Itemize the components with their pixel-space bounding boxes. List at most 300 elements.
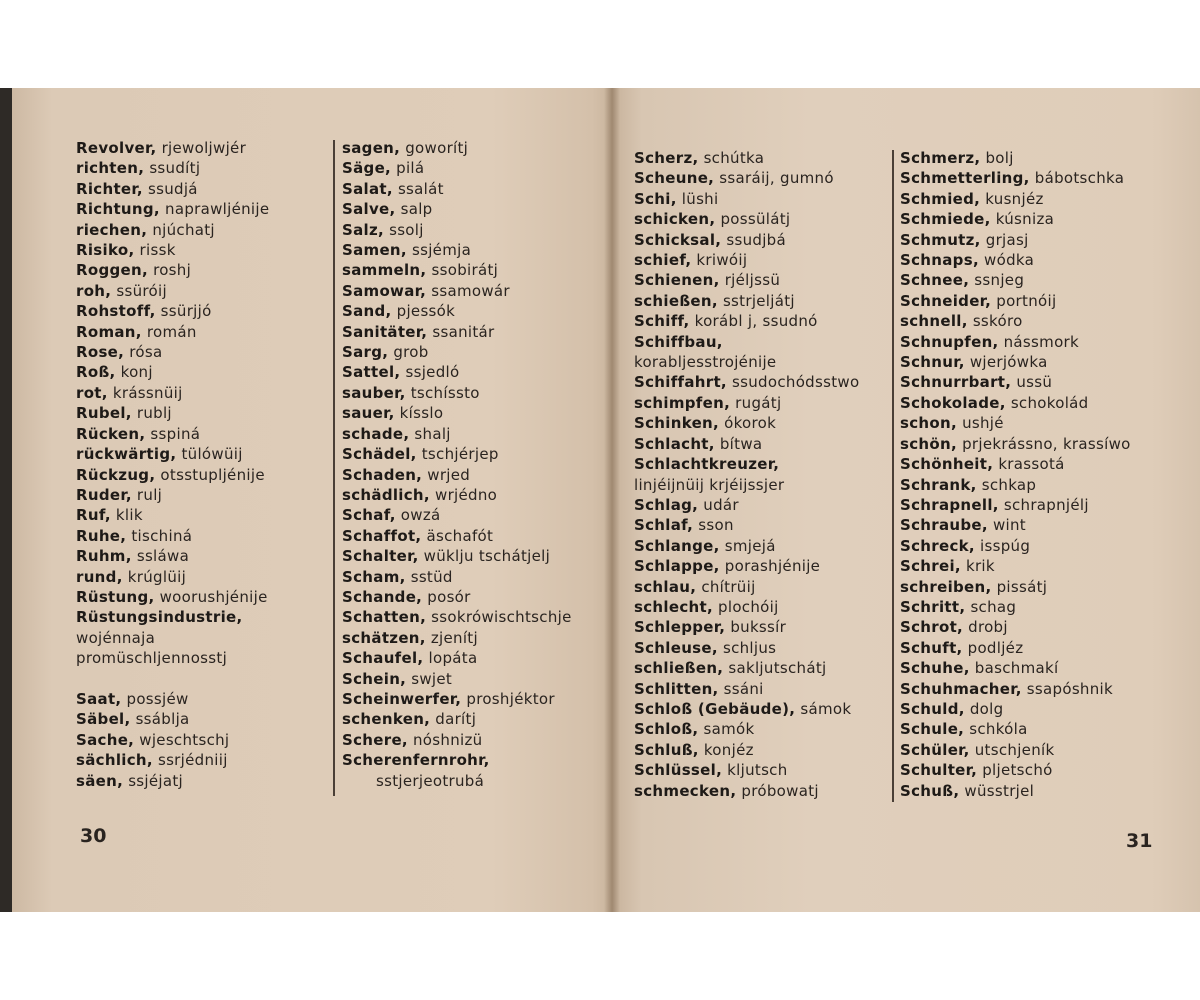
entry-headword: Schönheit, — [900, 455, 994, 474]
book-gutter — [604, 88, 620, 912]
dictionary-entry — [342, 383, 572, 403]
entry-translation: rjewoljwjér — [161, 139, 247, 157]
dictionary-entry — [900, 189, 1131, 209]
entry-translation: smjejá — [724, 536, 776, 555]
dictionary-entry — [76, 199, 269, 219]
entry-translation: schrapnjélj — [1003, 495, 1089, 514]
entry-translation: linjéijnüij krjéijssjer — [634, 475, 785, 494]
dictionary-entry — [634, 352, 859, 372]
entry-headword: Schloß (Gebäude), — [634, 699, 796, 718]
entry-headword: schade, — [342, 424, 410, 443]
entry-headword: Roß, — [76, 363, 116, 382]
dictionary-entry — [900, 291, 1131, 311]
dictionary-entry — [900, 311, 1131, 331]
entry-translation: ssáni — [723, 679, 764, 698]
entry-translation: rissk — [139, 241, 176, 260]
entry-translation: pljetschó — [982, 761, 1053, 780]
entry-translation: wódka — [984, 251, 1035, 270]
entry-translation: ssudjá — [147, 179, 198, 198]
entry-translation: sspiná — [150, 424, 201, 443]
dictionary-entry — [76, 403, 269, 423]
dictionary-entry — [900, 679, 1131, 699]
dictionary-entry — [76, 444, 269, 464]
dictionary-entry — [634, 577, 859, 597]
entry-headword: Schere, — [342, 730, 408, 749]
dictionary-entry — [634, 536, 859, 556]
entry-translation: ssjémja — [411, 241, 472, 260]
left-page-column-1 — [76, 138, 269, 791]
entry-headword: Revolver, — [76, 139, 157, 157]
entry-headword: Schreck, — [900, 536, 975, 555]
dictionary-entry — [342, 301, 572, 321]
dictionary-entry — [900, 352, 1131, 372]
entry-translation: woorushjénije — [159, 587, 268, 606]
dictionary-entry — [76, 179, 269, 199]
entry-headword: sagen, — [342, 139, 401, 157]
entry-headword: schimpfen, — [634, 393, 731, 412]
entry-headword: rot, — [76, 383, 108, 402]
dictionary-entry — [900, 168, 1131, 188]
entry-translation: drobj — [968, 618, 1008, 637]
entry-headword: Schlaf, — [634, 516, 694, 535]
entry-translation: porashjénije — [724, 557, 821, 576]
entry-translation: lüshi — [681, 189, 719, 208]
dictionary-entry — [634, 413, 859, 433]
dictionary-entry — [76, 240, 269, 260]
entry-headword: Schuhe, — [900, 659, 970, 678]
dictionary-entry — [342, 505, 572, 525]
dictionary-entry — [900, 332, 1131, 352]
entry-headword: Schlepper, — [634, 618, 726, 637]
entry-translation: konj — [120, 363, 153, 382]
dictionary-entry — [342, 424, 572, 444]
entry-headword: Scheune, — [634, 169, 715, 188]
dictionary-entry — [634, 434, 859, 454]
page-number-left: 30 — [80, 825, 107, 847]
entry-headword: Sanitäter, — [342, 322, 428, 341]
entry-translation: sstüd — [410, 567, 453, 586]
dictionary-entry — [342, 485, 572, 505]
entry-translation: ssolj — [389, 220, 424, 239]
entry-headword: Schuß, — [900, 781, 960, 800]
entry-headword: Schlange, — [634, 536, 720, 555]
dictionary-entry — [76, 342, 269, 362]
entry-translation: korabljesstrojénije — [634, 353, 777, 372]
dictionary-entry — [634, 209, 859, 229]
entry-headword: Schrot, — [900, 618, 964, 637]
dictionary-entry — [342, 179, 572, 199]
dictionary-entry — [634, 515, 859, 535]
entry-translation: ssalát — [397, 179, 444, 198]
entry-translation: kúsniza — [995, 210, 1055, 229]
entry-translation: sstjerjeotrubá — [376, 771, 485, 790]
dictionary-entry — [634, 597, 859, 617]
entry-translation: ssudítj — [149, 159, 201, 178]
entry-translation: tschíssto — [410, 383, 480, 402]
entry-translation: wint — [992, 516, 1026, 535]
entry-translation: grjasj — [985, 230, 1029, 249]
dictionary-entry — [634, 658, 859, 678]
dictionary-entry — [342, 362, 572, 382]
entry-headword: Schiffbau, — [634, 332, 723, 351]
entry-headword: Saat, — [76, 689, 122, 708]
entry-translation: krassotá — [998, 455, 1065, 474]
entry-translation: nóshnizü — [413, 730, 483, 749]
dictionary-entry — [342, 220, 572, 240]
dictionary-entry — [900, 372, 1131, 392]
entry-translation: lopáta — [428, 649, 478, 668]
entry-headword: Schmiede, — [900, 210, 991, 229]
dictionary-entry — [76, 546, 269, 566]
dictionary-entry — [900, 699, 1131, 719]
entry-translation: wrjed — [427, 465, 471, 484]
entry-headword: Schmerz, — [900, 149, 981, 167]
entry-headword: Salat, — [342, 179, 393, 198]
dictionary-entry — [342, 342, 572, 362]
entry-translation: podljéz — [967, 638, 1024, 657]
entry-headword: schnell, — [900, 312, 968, 331]
entry-translation: utschjeník — [974, 740, 1055, 759]
entry-translation: ssjéjatj — [128, 771, 184, 790]
dictionary-entry — [76, 567, 269, 587]
entry-translation: possjéw — [126, 689, 189, 708]
dictionary-entry — [76, 689, 269, 709]
entry-translation: grob — [393, 343, 429, 362]
entry-headword: Schnee, — [900, 271, 970, 290]
dictionary-entry — [76, 220, 269, 240]
entry-translation: rósa — [129, 343, 163, 362]
entry-headword: Schatten, — [342, 608, 427, 627]
entry-translation: ssokrówischtschje — [431, 608, 572, 627]
entry-translation: ssláwa — [136, 547, 190, 566]
entry-headword: Schmied, — [900, 189, 981, 208]
dictionary-entry — [76, 648, 269, 668]
entry-headword: Schienen, — [634, 271, 720, 290]
entry-translation: baschmakí — [974, 659, 1059, 678]
entry-headword: Scherenfernrohr, — [342, 751, 490, 770]
dictionary-entry — [634, 781, 859, 801]
entry-headword: rückwärtig, — [76, 445, 177, 464]
dictionary-entry — [900, 556, 1131, 576]
entry-headword: schädlich, — [342, 485, 430, 504]
entry-translation: rulj — [136, 485, 163, 504]
dictionary-entry — [634, 372, 859, 392]
dictionary-entry — [900, 230, 1131, 250]
entry-headword: Samen, — [342, 241, 407, 260]
entry-translation: salp — [400, 200, 433, 219]
dictionary-entry — [76, 587, 269, 607]
entry-headword: sauer, — [342, 404, 395, 423]
dictionary-entry — [900, 270, 1131, 290]
dictionary-entry — [900, 781, 1131, 801]
dictionary-entry — [634, 475, 859, 495]
dictionary-entry — [900, 760, 1131, 780]
entry-headword: schließen, — [634, 659, 724, 678]
dictionary-entry — [76, 485, 269, 505]
dictionary-entry — [76, 362, 269, 382]
dictionary-entry — [900, 536, 1131, 556]
dictionary-entry — [900, 413, 1131, 433]
entry-translation: proshjéktor — [466, 689, 555, 708]
dictionary-entry — [342, 199, 572, 219]
dictionary-entry — [900, 638, 1131, 658]
dictionary-entry — [634, 617, 859, 637]
dictionary-entry — [76, 505, 269, 525]
dictionary-entry — [342, 587, 572, 607]
dictionary-entry — [76, 322, 269, 342]
dictionary-entry — [900, 515, 1131, 535]
dictionary-entry — [634, 719, 859, 739]
entry-headword: Schlag, — [634, 495, 699, 514]
entry-headword: Schlappe, — [634, 557, 720, 576]
entry-translation: kísslo — [399, 404, 444, 423]
dictionary-entry — [900, 209, 1131, 229]
dictionary-entry — [342, 260, 572, 280]
dictionary-entry — [634, 556, 859, 576]
dictionary-entry — [634, 393, 859, 413]
entry-translation: kusnjéz — [985, 189, 1044, 208]
dictionary-entry — [342, 403, 572, 423]
entry-translation: sámok — [800, 699, 852, 718]
entry-headword: Roman, — [76, 322, 142, 341]
entry-headword: Rohstoff, — [76, 302, 156, 321]
entry-headword: Risiko, — [76, 241, 135, 260]
entry-headword: Schicksal, — [634, 230, 722, 249]
entry-headword: Schleuse, — [634, 638, 718, 657]
entry-translation: próbowatj — [741, 781, 819, 800]
dictionary-entry — [342, 138, 572, 158]
dictionary-entry — [634, 270, 859, 290]
entry-headword: Ruhe, — [76, 526, 127, 545]
entry-translation: dolg — [969, 699, 1004, 718]
entry-translation: schljus — [722, 638, 777, 657]
dictionary-entry — [342, 730, 572, 750]
dictionary-entry — [76, 526, 269, 546]
entry-translation: krássnüij — [112, 383, 183, 402]
dictionary-entry — [634, 454, 859, 474]
dictionary-entry — [634, 250, 859, 270]
dictionary-entry — [634, 495, 859, 515]
dictionary-entry — [900, 454, 1131, 474]
entry-headword: Schnur, — [900, 353, 965, 372]
entry-translation: wüsstrjel — [964, 781, 1035, 800]
dictionary-entry — [634, 679, 859, 699]
entry-headword: Schlitten, — [634, 679, 719, 698]
entry-headword: richten, — [76, 159, 145, 178]
entry-translation: roshj — [153, 261, 192, 280]
dictionary-entry — [634, 291, 859, 311]
entry-translation: plochóij — [718, 597, 779, 616]
entry-translation: rjéljssü — [724, 271, 781, 290]
dictionary-entry — [342, 444, 572, 464]
entry-translation: pissátj — [996, 577, 1048, 596]
dictionary-entry — [900, 495, 1131, 515]
entry-headword: Salz, — [342, 220, 384, 239]
entry-translation: ssrjédniij — [157, 751, 228, 770]
entry-headword: Schi, — [634, 189, 677, 208]
entry-translation: ókorok — [724, 414, 777, 433]
dictionary-entry — [76, 607, 269, 627]
column-divider-left — [333, 140, 335, 796]
entry-headword: Schlachtkreuzer, — [634, 455, 780, 474]
entry-translation: wojénnaja — [76, 628, 156, 647]
dictionary-entry — [634, 230, 859, 250]
dictionary-entry — [900, 250, 1131, 270]
entry-translation: ssudjbá — [726, 230, 786, 249]
entry-headword: Schnaps, — [900, 251, 979, 270]
entry-headword: schlecht, — [634, 597, 713, 616]
entry-headword: Rüstung, — [76, 587, 155, 606]
entry-headword: Schaden, — [342, 465, 423, 484]
column-divider-right — [892, 150, 894, 802]
dictionary-entry — [900, 658, 1131, 678]
entry-translation: tischiná — [131, 526, 193, 545]
entry-translation: ushjé — [962, 414, 1004, 433]
dictionary-entry — [342, 158, 572, 178]
entry-translation: owzá — [400, 506, 441, 525]
page-number-right: 31 — [1126, 830, 1153, 852]
entry-headword: schreiben, — [900, 577, 992, 596]
entry-translation: ssüróij — [116, 281, 167, 300]
entry-headword: Schnurrbart, — [900, 373, 1012, 392]
dictionary-entry — [900, 740, 1131, 760]
entry-translation: udár — [703, 495, 739, 514]
entry-headword: Säbel, — [76, 710, 131, 729]
entry-headword: schenken, — [342, 710, 431, 729]
entry-translation: wüklju tschátjelj — [423, 547, 551, 566]
dictionary-entry — [900, 475, 1131, 495]
entry-translation: wjeschtschj — [139, 730, 230, 749]
dictionary-entry — [76, 465, 269, 485]
dictionary-entry — [900, 577, 1131, 597]
dictionary-entry — [900, 148, 1131, 168]
entry-headword: Schlüssel, — [634, 761, 723, 780]
entry-headword: Schuld, — [900, 699, 965, 718]
entry-headword: Schokolade, — [900, 393, 1006, 412]
entry-headword: Schuft, — [900, 638, 963, 657]
entry-headword: Sache, — [76, 730, 135, 749]
dictionary-entry — [342, 322, 572, 342]
entry-headword: Rubel, — [76, 404, 132, 423]
entry-translation: shalj — [414, 424, 451, 443]
dictionary-entry — [634, 760, 859, 780]
entry-translation: otsstupljénije — [160, 465, 265, 484]
entry-headword: roh, — [76, 281, 112, 300]
entry-translation: ssnjeg — [974, 271, 1025, 290]
entry-translation: konjéz — [703, 740, 754, 759]
entry-translation: bolj — [985, 149, 1014, 167]
entry-translation: bábotschka — [1034, 169, 1125, 188]
entry-headword: Schrank, — [900, 475, 977, 494]
entry-translation: schag — [970, 597, 1017, 616]
entry-headword: Roggen, — [76, 261, 148, 280]
entry-translation: prjekrássno, krassíwo — [962, 434, 1131, 453]
entry-translation: tülówüij — [181, 445, 243, 464]
right-page-column-2 — [900, 148, 1131, 801]
entry-headword: Richter, — [76, 179, 143, 198]
dictionary-entry — [76, 750, 269, 770]
entry-translation: goworítj — [405, 139, 469, 157]
dictionary-entry — [76, 730, 269, 750]
entry-translation: äschafót — [426, 526, 494, 545]
entry-translation: tschjérjep — [421, 445, 499, 464]
entry-translation: ssáblja — [135, 710, 190, 729]
entry-translation: kljutsch — [727, 761, 788, 780]
entry-translation: korábl j, ssudnó — [694, 312, 818, 331]
dictionary-entry — [76, 281, 269, 301]
entry-translation: krik — [965, 557, 995, 576]
dictionary-entry — [634, 168, 859, 188]
dictionary-entry — [342, 607, 572, 627]
entry-headword: Schein, — [342, 669, 407, 688]
entry-translation: schkóla — [969, 720, 1028, 739]
entry-translation: bítwa — [719, 434, 763, 453]
entry-translation: sskóro — [972, 312, 1023, 331]
entry-translation: nássmork — [1003, 332, 1079, 351]
dictionary-entry — [900, 434, 1131, 454]
entry-headword: Schnupfen, — [900, 332, 999, 351]
entry-translation: sakljutschátj — [728, 659, 827, 678]
entry-translation: román — [146, 322, 197, 341]
entry-headword: Schüler, — [900, 740, 970, 759]
entry-headword: Schalter, — [342, 547, 419, 566]
dictionary-entry — [342, 750, 572, 770]
entry-headword: Schule, — [900, 720, 965, 739]
entry-translation: kriwóij — [696, 251, 748, 270]
entry-headword: Schulter, — [900, 761, 978, 780]
dictionary-entry — [76, 424, 269, 444]
dictionary-entry — [76, 260, 269, 280]
entry-translation: ssürjjó — [160, 302, 212, 321]
right-page-column-1 — [634, 148, 859, 801]
entry-headword: Schmetterling, — [900, 169, 1030, 188]
entry-headword: Schinken, — [634, 414, 720, 433]
entry-headword: säen, — [76, 771, 124, 790]
entry-headword: schätzen, — [342, 628, 426, 647]
entry-headword: Rüstungsindustrie, — [76, 608, 243, 627]
entry-translation: schkap — [981, 475, 1037, 494]
dictionary-entry — [76, 138, 269, 158]
entry-translation: rugátj — [735, 393, 782, 412]
entry-translation: portnóij — [996, 291, 1057, 310]
dictionary-entry — [900, 597, 1131, 617]
entry-translation: zjenítj — [430, 628, 478, 647]
dictionary-entry — [342, 648, 572, 668]
entry-translation: ssjedló — [405, 363, 460, 382]
entry-headword: Sarg, — [342, 343, 389, 362]
dictionary-entry — [342, 628, 572, 648]
dictionary-entry — [900, 719, 1131, 739]
entry-headword: schief, — [634, 251, 692, 270]
entry-translation: njúchatj — [152, 220, 215, 239]
dictionary-entry — [342, 669, 572, 689]
entry-headword: schlau, — [634, 577, 697, 596]
entry-headword: Schneider, — [900, 291, 992, 310]
dictionary-entry — [634, 332, 859, 352]
entry-translation: klik — [115, 506, 143, 525]
dictionary-entry — [342, 281, 572, 301]
entry-headword: Ruhm, — [76, 547, 132, 566]
entry-headword: schmecken, — [634, 781, 737, 800]
dictionary-entry — [634, 189, 859, 209]
entry-translation: posór — [427, 587, 471, 606]
entry-headword: Säge, — [342, 159, 392, 178]
dictionary-entry — [342, 240, 572, 260]
entry-translation: samók — [703, 720, 755, 739]
dictionary-entry — [342, 771, 572, 791]
entry-headword: Rose, — [76, 343, 125, 362]
entry-translation: schokolád — [1010, 393, 1089, 412]
